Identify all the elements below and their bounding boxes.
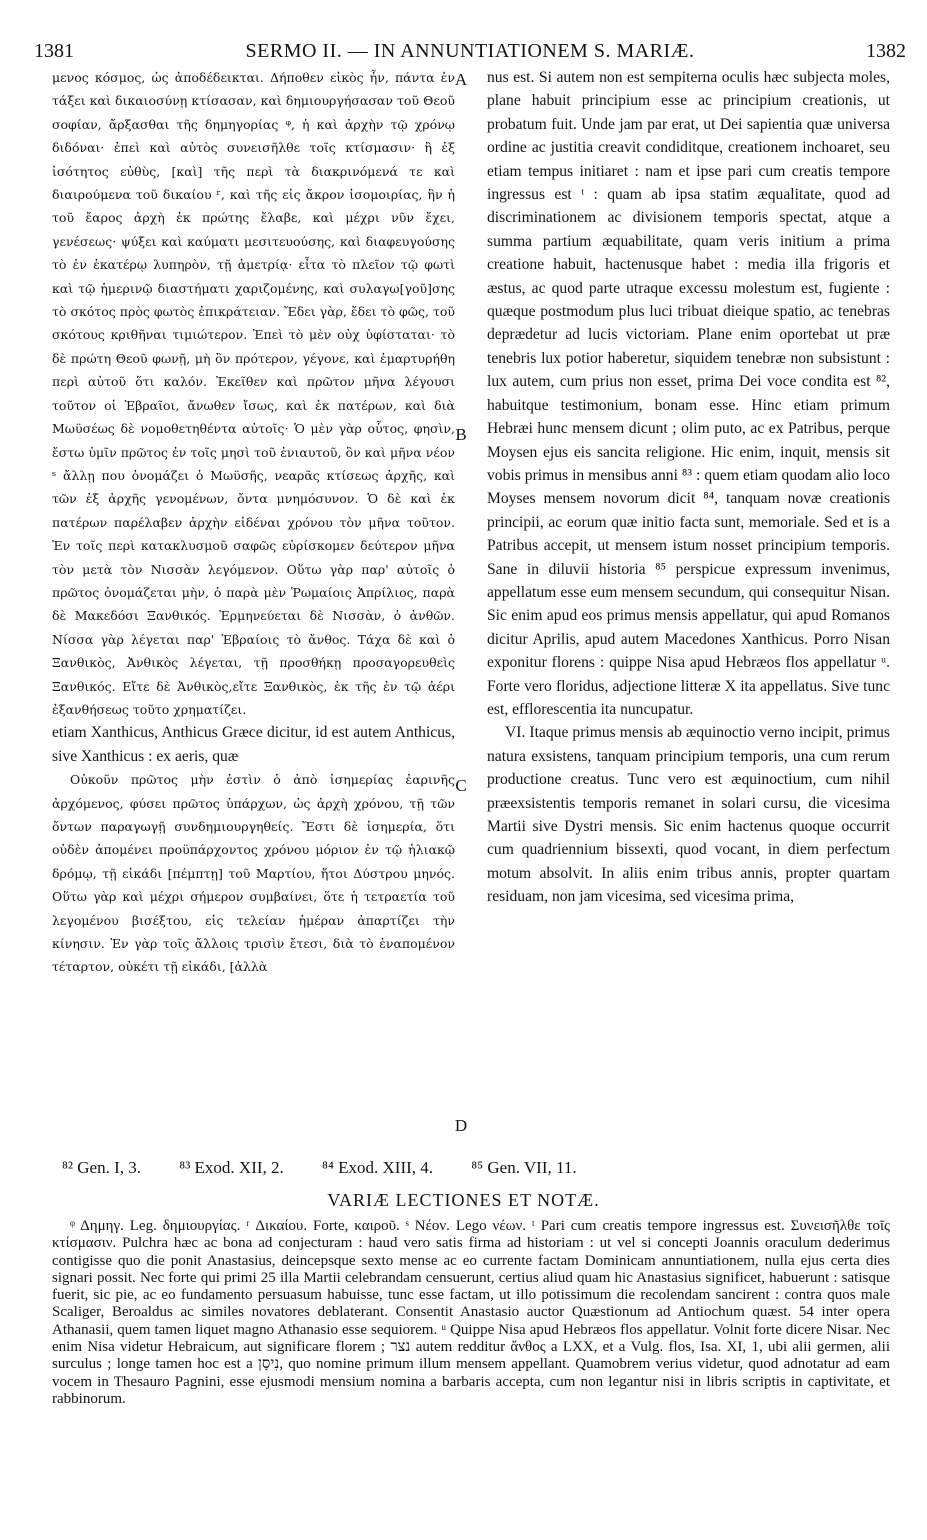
greek-paragraph-1: μενος κόσμος, ὡς ἀποδέδεικται. Δήποθεν εἰκὸς ἦν, πάντα ἐν τάξει καὶ δικαιοσύνῃ κτίσασαν, καὶ δημιουργήσασαν τοῦ Θεοῦ σοφίαν, ἄρξασθαι τῆς δημηγορίας ᵠ, ἡ καὶ ἀρχὴν τῷ χρόνῳ διδόναι· ἐπεὶ καὶ αὐτὸς συνεισῆλθε τοῖς κτίσμασιν· ἢ ἐξ ἰσότητος εὐθὺς, [καὶ] τῆς περὶ τὰ διακρινόμενά τε καὶ διαιρούμενα τοῦ δικαίου ʳ, καὶ τῆς εἰς ἄκρον ἰσομοιρίας, ἣν ἡ τοῦ ἔαρος ἀρχὴ ἐκ πρώτης ἔλαβε, καὶ μέχρι νῦν ἔχει, γενέσεως· ψύξει καὶ καύματι μεσιτευούσης, καὶ διαφευγούσης τὸ ἐν ἑκατέρῳ λυπηρὸν, τῇ ἀμετρίᾳ· εἶτα τὸ πλεῖον τῷ φωτὶ καὶ τῷ ἡμερινῷ διαστήματι χαριζομένης, καὶ συλαγω[γοῦ]σης τὸ σκότος πρὸς φωτὸς ἐπικράτειαν. Ἔδει γὰρ, ἔδει τὸ φῶς, τοῦ σκότους κριθῆναι τιμιώτερον. Ἐπεὶ τὸ μὲν οὐχ ὑφίσταται· τὸ δὲ πρώτη Θεοῦ φωνῇ, μὴ ὂν πρότερον, γέγονε, καὶ ἐμαρτυρήθη περὶ αὐτοῦ ὅτι καλόν. Ἐκεῖθεν καὶ πρῶτον μῆνα λέγουσι τοῦτον οἱ Ἑβραῖοι, ἄνωθεν ἴσως, καὶ ἐκ πατέρων, καὶ διὰ Μωϋσέως δὲ νομοθετηθέντα αὐτοῖς· Ὁ μὲν γὰρ οὗτος, φησὶν, ἔστω ὑμῖν πρῶτος ἐν τοῖς μησὶ τοῦ ἐνιαυτοῦ, ὃν καὶ μῆνα νέον ˢ ἄλλῃ που ὀνομάζει ὁ Μωϋσῆς, νεαρᾶς κτίσεως ἀρχῆς, καὶ τῶν ἐξ ἀρχῆς γενομένων, ὄντα μνημόσυνον. Ὁ δὲ καὶ ἐκ πατέρων παρέλαβεν ἀρχὴν εἰδέναι χρόνου τὸν μῆνα τοῦτον. Ἐν τοῖς περὶ κατακλυσμοῦ σαφῶς εὑρίσκομεν δεύτερον μῆνα τὸν μετὰ τὸν Νισσὰν λεγόμενον. Οὕτω γὰρ παρ' αὐτοῖς ὁ πρῶτος ὀνομάζεται μὴν, ὁ παρὰ μὲν Ῥωμαίοις Ἀπρίλιος, παρὰ δὲ Μακεδόσι Ξανθικός. Ἑρμηνεύεται δὲ Νισσὰν, ὁ ἀνθῶν. Νίσσα γὰρ λέγεται παρ' Ἑβραίοις τὸ ἄνθος. Τάχα δὲ καὶ ὁ Ξανθικὸς, Ἀνθικὸς λέγεται, τῇ προσθήκῃ προσαγορευθεὶς Ξανθικός. Εἴτε δὲ Ἀνθικὸς,εἴτε Ξανθικὸς, ἐκ τῆς ἐν τῷ ἀέρι ἐξανθήσεως τοῦτο χρηματίζει. [52,70,455,717]
running-title: SERMO II. — IN ANNUNTIATIONEM S. MARIÆ. [245,40,695,62]
notes-section [52,1218,890,1408]
greek-column [52,66,455,979]
page-number-left: 1381 [34,40,74,62]
footnote-ref: ⁸² Gen. I, 3. [62,1158,142,1177]
margin-marker-d: D [454,1116,468,1135]
footnote-ref: ⁸³ Exod. XII, 2. [179,1158,284,1177]
page-number-right: 1382 [866,40,906,62]
latin-paragraph-1: nus est. Si autem non est sempiterna oculis hæc subjecta moles, plane habuit principium esse ac principium creationis, ut probatum fuit. Unde jam par erat, ut Dei sapientia quæ universa ordine ac justitia creavit condiditque, creationem inchoaret, seu etiam tempus initiaret : nam et ipse pari cum creatis tempore ingressus est ᵗ : quam ab ipsa statim æqualitate, quod ad discriminationem ac divisionem temporis spectat, atque a summa partium æquabilitate, quam veris initium a prima creatione habuit, hactenusque habet : media illa frigoris et æstus, ac quod parte utraque excessu molestum est, fugiente : quæque postmodum plus luci tribuat dieique spatio, ac tenebras deprædetur ad lucis victoriam. Plane enim oportebat ut præ tenebris lux potior haberetur, siquidem tenebræ non subsistunt : lux autem, cum prius non esset, prima Dei voce condita est ⁸², habuitque testimonium, bonam esse. Hinc etiam primum Hebræi hunc mensem dicunt ; olim puto, ac ex Patribus, perque Moysen ejus eis sancita religione. Hic enim, inquit, mensis sit vobis primus in mensibus anni ⁸³ : quem etiam quodam alio loco Moyses mensem novorum dicit ⁸⁴, tanquam novæ creationis principii, ac eorum quæ initio facta sunt, memoriale. Sed et is a Patribus accepit, ut mensem istum nosset principium temporis. Sane in diluvii historia ⁸⁵ perspicue expressum invenimus, appellatum esse eum mensem secundum, qui consequitur Nisan. Sic enim apud eos primus mensis appellatur, qui apud Romanos dicitur Aprilis, apud autem Macedones Xanthicus. Porro Nisan exponitur florens : quippe Nisa apud Hebræos flos appellatur ᵘ. Forte vero floridus, adjectione litteræ X ita appellatus. Sive tunc est, efflorescentia ita nuncupatur. [487,69,890,718]
notes-text: ᵠ Δημηγ. Leg. δημιουργίας. ʳ Δικαίου. Forte, καιροῦ. ˢ Νέον. Lego νέων. ᵗ Pari cum creatis tempore ingressus est. Συνεισῆλθε τοῖς κτίσμασιν. Pulchra hæc ac bona ad conjecturam : haud vero satis firma ad historiam : ut vel si concepti Joannis oraculum dederimus contigisse quo die ponit Anastasius, deincepsque sexto mense ac eo currente factam Dominicam annuntiationem, nulla ejus certa dies signari possit. Nec forte qui primi 25 illa Martii celebrandam censuerunt, certius aliud quam hic Anastasius significet, habuerunt : satisque fuerit, sic pie, ac eo fundamento persuasum habuisse, tunc esse factam, ut illo potissimum die recolendam sancirent : contra quos male Scaliger, Beroaldus ac similes novatores deblaterant. Consentit Anastasio auctor Quæstionum ad Antiochum quæst. 54 inter opera Athanasii, quem tamen liquet magno Athanasio esse sequiorem. ᵘ Quippe Nisa apud Hebræos flos appellatur. Volnit forte dicere Nisar. Nec enim Nisa videtur Hebraicum, aut significare florem ; נצר autem redditur ἄνθος a LXX, et a Vulg. flos, Isa. XI, 1, ubi alii germen, alii surculus ; longe tamen hoc est a נִיסָן, quo nomine primum illum mensem appellant. Quamobrem verius videtur, quod adnotatur ad eam vocem in Thesauro Pagnini, esse ejusmodi mensium nomina a barbaris accepta, cum non legantur nisi in libris scriptis in captivitate, et rabbinorum. [52,1218,890,1407]
footnote-references [62,1158,902,1178]
footnote-ref: ⁸⁴ Exod. XIII, 4. [322,1158,434,1177]
margin-marker-c: C [455,776,467,795]
latin-paragraph-2: VI. Itaque primus mensis ab æquinoctio verno incipit, primus natura exsistens, tanquam principium temporis, una cum rerum productione creatus. Tunc vero est æquinoctium, cum nihil præexsistentis temporis remanet in solari cursu, die vicesima Martii sive Dystri mensis. Sic enim hactenus quoque occurrit cum quadriennium bissexti, quod vocant, in diem perfectum motum absolvit. In aliis enim tribus annis, propter quartam residuam, non jam vicesima, sed vicesima prima, [487,724,890,906]
latin-span-line: etiam Xanthicus, Anthicus Græce dicitur, id est autem Anthicus, sive Xanthicus : ex aeris, quæ [52,724,455,765]
greek-paragraph-2: Οὐκοῦν πρῶτος μὴν ἐστὶν ὁ ἀπὸ ἰσημερίας ἐαρινῆς ἀρχόμενος, φύσει πρῶτος ὑπάρχων, ὡς ἀρχὴ χρόνου, τῇ τῶν ὄντων παραγωγῇ συνδημιουργηθείς. Ἔστι δὲ ἰσημερία, ὅτι οὐδὲν ἀπομένει προϋπάρχοντος χρόνου μόριον ἐν τῷ ἡλιακῷ δρόμῳ, τῇ εἰκάδι [πέμπτῃ] τοῦ Μαρτίου, ἤτοι Δύστρου μηνός. Οὕτω γὰρ καὶ μέχρι σήμερον συμβαίνει, ὅτε ἡ τετραετία τοῦ λεγομένου βισέξτου, εἰς τελείαν ἡμέραν ἀπαρτίζει τὴν κίνησιν. Ἐν γὰρ τοῖς ἄλλοις τρισὶν ἔτεσι, διὰ τὸ ἐναπομένον τέταρτον, οὐκέτι τῇ εἰκάδι, [ἀλλὰ [52,772,455,975]
running-header [34,40,906,64]
notes-heading: VARIÆ LECTIONES ET NOTÆ. [327,1190,600,1210]
footnote-ref: ⁸⁵ Gen. VII, 11. [471,1158,577,1177]
latin-column [487,66,890,909]
margin-marker-a: A [454,70,468,89]
margin-marker-b: B [455,425,467,444]
